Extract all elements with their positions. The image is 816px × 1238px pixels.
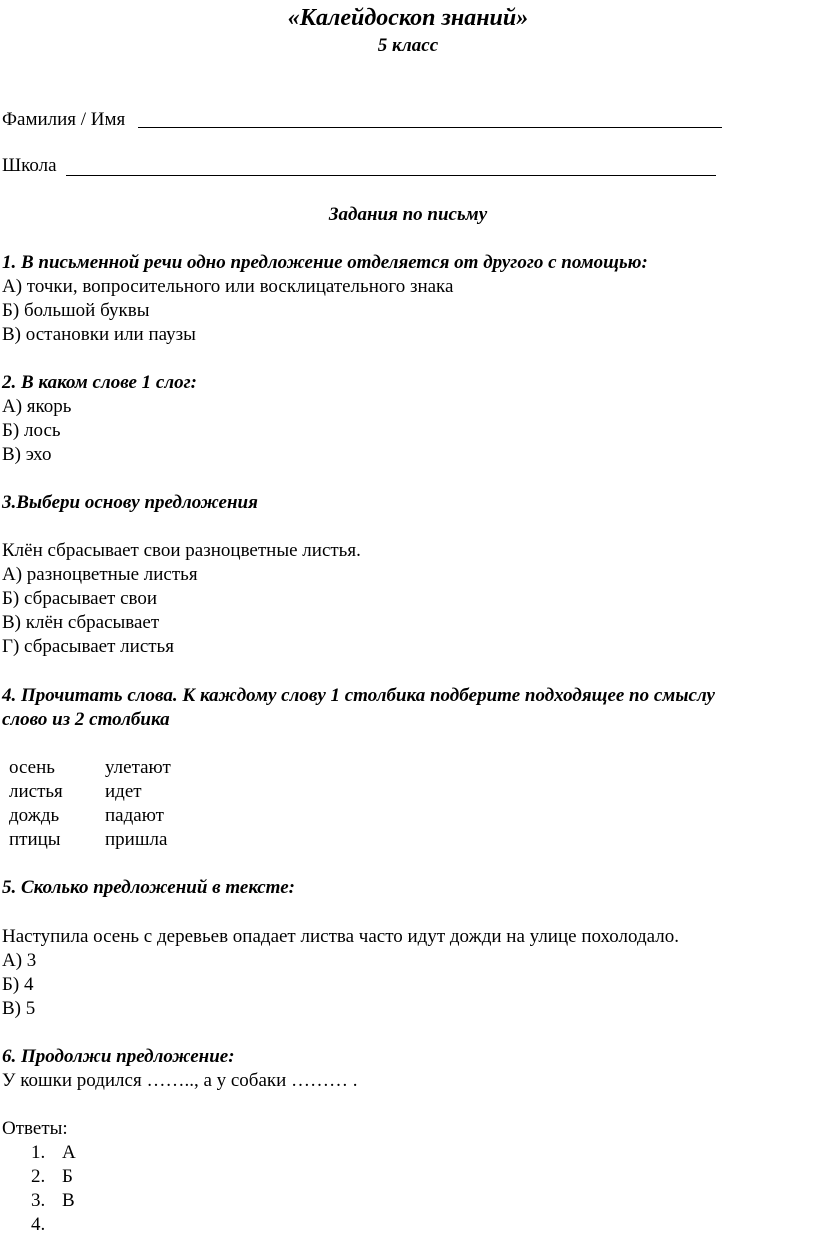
section-title: Задания по письму	[328, 204, 488, 225]
question-1: 1. В письменной речи одно предложение отделяется от другого с помощью:	[2, 252, 648, 273]
answer-value: Б	[62, 1166, 73, 1187]
q4-col1-word: осень	[9, 757, 55, 778]
q3-option-c: В) клён сбрасывает	[2, 612, 160, 633]
q3-sentence: Клён сбрасывает свои разноцветные листья.	[2, 540, 361, 561]
name-field-line[interactable]	[138, 127, 722, 128]
question-3: 3.Выбери основу предложения	[2, 492, 258, 513]
document-title: «Калейдоскоп знаний»	[287, 5, 529, 31]
q5-option-a: А) 3	[2, 950, 37, 971]
q4-col2-word: падают	[105, 805, 164, 826]
q6-text: У кошки родился …….., а у собаки ……… .	[2, 1070, 358, 1091]
school-field-line[interactable]	[66, 175, 716, 176]
q3-option-a: А) разноцветные листья	[2, 564, 198, 585]
q4-col1-word: листья	[9, 781, 63, 802]
q4-col1-word: дождь	[9, 805, 60, 826]
answer-number: 1.	[31, 1142, 46, 1163]
q3-option-d: Г) сбрасывает листья	[2, 636, 174, 657]
q4-col2-word: улетают	[105, 757, 171, 778]
q1-option-c: В) остановки или паузы	[2, 324, 196, 345]
question-2: 2. В каком слове 1 слог:	[2, 372, 197, 393]
answer-number: 4.	[31, 1214, 46, 1235]
q1-option-b: Б) большой буквы	[2, 300, 150, 321]
q2-option-a: А) якорь	[2, 396, 72, 417]
grade-label: 5 класс	[377, 35, 439, 56]
question-6: 6. Продолжи предложение:	[2, 1046, 235, 1067]
question-4-line-2: слово из 2 столбика	[2, 709, 170, 730]
q2-option-c: В) эхо	[2, 444, 52, 465]
question-5: 5. Сколько предложений в тексте:	[2, 877, 295, 898]
q4-col2-word: пришла	[105, 829, 168, 850]
answer-number: 3.	[31, 1190, 46, 1211]
q1-option-a: А) точки, вопросительного или восклицательного знака	[2, 276, 454, 297]
answer-value: В	[62, 1190, 75, 1211]
q5-text: Наступила осень с деревьев опадает листва часто идут дожди на улице похолодало.	[2, 926, 679, 947]
q2-option-b: Б) лось	[2, 420, 61, 441]
answer-number: 2.	[31, 1166, 46, 1187]
q3-option-b: Б) сбрасывает свои	[2, 588, 158, 609]
q4-col2-word: идет	[105, 781, 142, 802]
question-4-line-1: 4. Прочитать слова. К каждому слову 1 столбика подберите подходящее по смыслу	[2, 685, 715, 706]
q5-option-b: Б) 4	[2, 974, 34, 995]
name-field-label: Фамилия / Имя	[2, 109, 126, 130]
q5-option-c: В) 5	[2, 998, 36, 1019]
q4-col1-word: птицы	[9, 829, 61, 850]
answers-label: Ответы:	[2, 1118, 68, 1139]
school-field-label: Школа	[2, 155, 57, 176]
answer-value: А	[62, 1142, 76, 1163]
